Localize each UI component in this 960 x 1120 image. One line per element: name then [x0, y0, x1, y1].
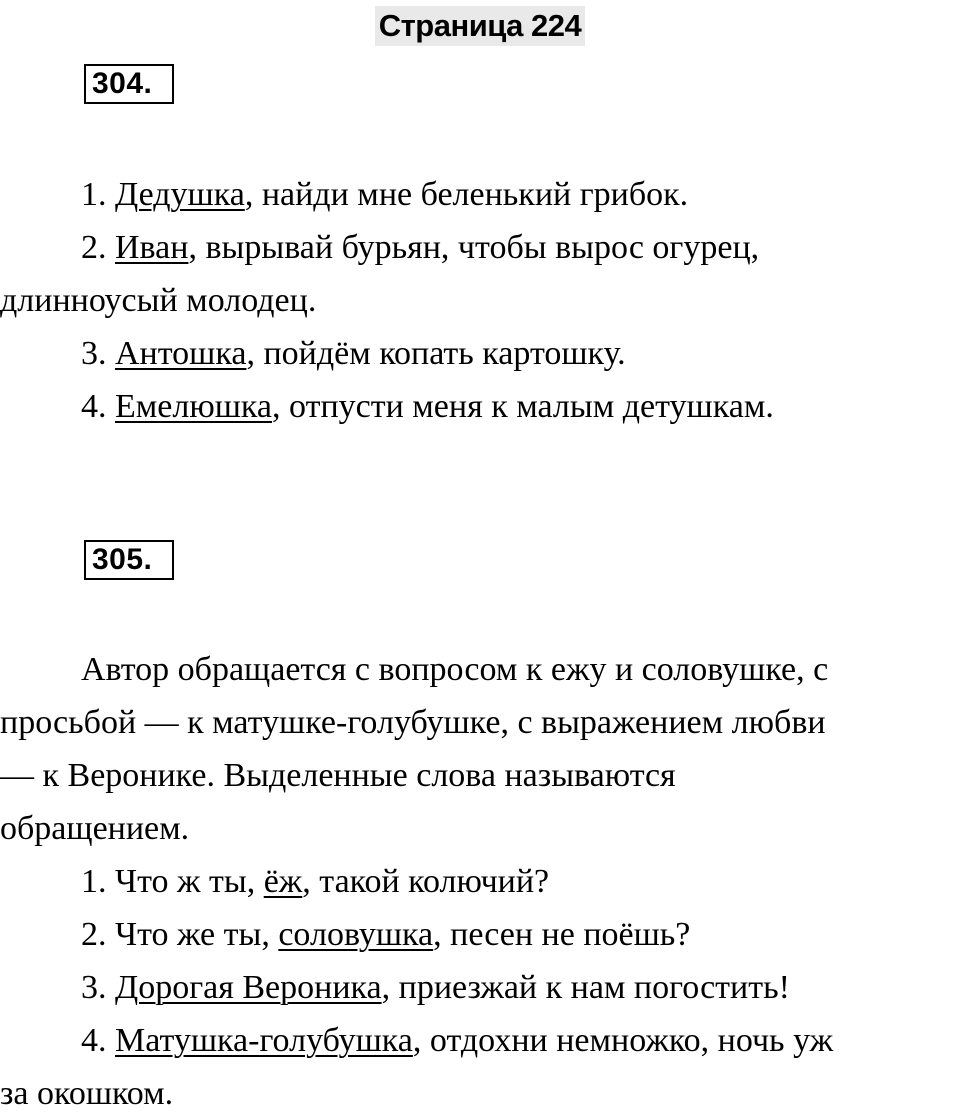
sentence-3: 3. Антошка, пойдём копать картошку.: [81, 335, 626, 372]
intro-line-1: Автор обращается с вопросом к ежу и соловушке, с: [81, 651, 829, 688]
sentence-1: 1. Дедушка, найди мне беленький грибок.: [81, 176, 689, 213]
address-word: Емелюшка: [115, 388, 273, 425]
exercise-number-304: 304.: [84, 64, 174, 104]
sentence-4: 4. Матушка-голубушка, отдохни немножко, ночь уж: [81, 1022, 834, 1059]
page-title: Страница 224: [375, 6, 586, 46]
sentence-2: 2. Иван, вырывай бурьян, чтобы вырос огурец,: [81, 229, 760, 266]
address-word: Антошка: [115, 335, 247, 372]
sentence-4: 4. Емелюшка, отпусти меня к малым детушкам.: [81, 388, 774, 425]
address-word: соловушка: [278, 916, 434, 953]
intro-line-2: просьбой — к матушке-голубушке, с выражением любви: [0, 704, 826, 741]
page-header: [0, 6, 960, 46]
address-word: Дедушка: [115, 176, 245, 213]
sentence-3: 3. Дорогая Вероника, приезжай к нам погостить!: [81, 969, 790, 1006]
exercise-number-305: 305.: [84, 540, 174, 580]
address-word: Иван: [115, 229, 189, 266]
sentence-1: 1. Что ж ты, ёж, такой колючий?: [81, 863, 550, 900]
intro-line-3: — к Веронике. Выделенные слова называются: [0, 757, 676, 794]
exercise-304-text: [0, 168, 960, 433]
address-word: ёж: [263, 863, 303, 900]
address-word: Дорогая Вероника: [115, 969, 382, 1006]
sentence-2-continuation: длинноусый молодец.: [0, 282, 317, 319]
address-word: Матушка-голубушка: [115, 1022, 413, 1059]
intro-line-4: обращением.: [0, 810, 190, 847]
exercise-305-text: [0, 643, 960, 1120]
sentence-2: 2. Что же ты, соловушка, песен не поёшь?: [81, 916, 691, 953]
sentence-4-continuation: за окошком.: [0, 1075, 174, 1112]
